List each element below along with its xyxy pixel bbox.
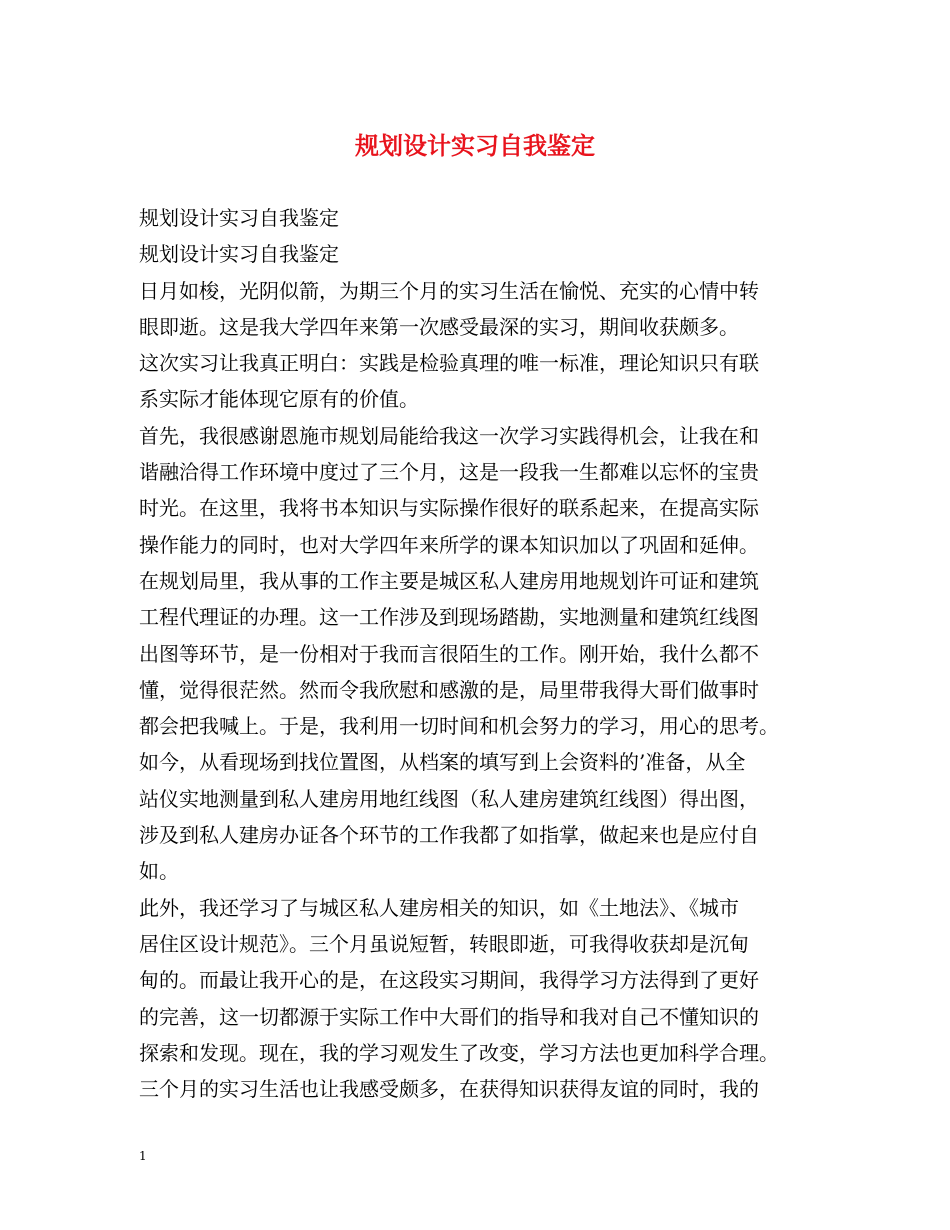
- body-line: 眼即逝。这是我大学四年来第一次感受最深的实习，期间收获颇多。: [139, 314, 739, 339]
- page-number: 1: [139, 1149, 147, 1163]
- document-title: 规划设计实习自我鉴定: [355, 131, 595, 160]
- body-line: 工程代理证的办理。这一工作涉及到现场踏勘，实地测量和建筑红线图: [139, 605, 759, 630]
- body-line: 时光。在这里，我将书本知识与实际操作很好的联系起来，在提高实际: [139, 496, 759, 521]
- body-line: 的完善，这一切都源于实际工作中大哥们的指导和我对自己不懂知识的: [139, 1004, 759, 1029]
- body-line: 这次实习让我真正明白：实践是检验真理的唯一标准，理论知识只有联: [139, 351, 759, 376]
- body-line: 在规划局里，我从事的工作主要是城区私人建房用地规划许可证和建筑: [139, 568, 759, 593]
- body-line: 系实际才能体现它原有的价值。: [139, 387, 419, 412]
- body-line: 甸的。而最让我开心的是，在这段实习期间，我得学习方法得到了更好: [139, 968, 759, 993]
- body-line: 谐融洽得工作环境中度过了三个月，这是一段我一生都难以忘怀的宝贵: [139, 460, 759, 485]
- body-line: 此外，我还学习了与城区私人建房相关的知识，如《土地法》、《城市: [139, 895, 739, 920]
- body-line: 如。: [139, 859, 179, 884]
- body-line: 出图等环节，是一份相对于我而言很陌生的工作。刚开始，我什么都不: [139, 641, 759, 666]
- document-body: [139, 200, 829, 1107]
- body-line: 探索和发现。现在，我的学习观发生了改变，学习方法也更加科学合理。: [139, 1040, 779, 1065]
- body-line: 懂，觉得很茫然。然而令我欣慰和感激的是，局里带我得大哥们做事时: [139, 677, 759, 702]
- body-line: 规划设计实习自我鉴定: [139, 242, 339, 267]
- body-line: 都会把我喊上。于是，我利用一切时间和机会努力的学习，用心的思考。: [139, 714, 779, 739]
- body-line: 如今，从看现场到找位置图，从档案的填写到上会资料的’准备，从全: [139, 750, 746, 775]
- body-line: 规划设计实习自我鉴定: [139, 206, 339, 230]
- body-line: 站仪实地测量到私人建房用地红线图（私人建房建筑红线图）得出图，: [139, 786, 759, 811]
- body-line: 涉及到私人建房办证各个环节的工作我都了如指掌，做起来也是应付自: [139, 823, 759, 848]
- body-line: 日月如梭，光阴似箭，为期三个月的实习生活在愉悦、充实的心情中转: [139, 278, 759, 303]
- body-line: 首先，我很感谢恩施市规划局能给我这一次学习实践得机会，让我在和: [139, 423, 759, 448]
- body-line: 居住区设计规范》。三个月虽说短暂，转眼即逝，可我得收获却是沉甸: [139, 931, 749, 956]
- body-line: 三个月的实习生活也让我感受颇多，在获得知识获得友谊的同时，我的: [139, 1077, 759, 1102]
- body-line: 操作能力的同时，也对大学四年来所学的课本知识加以了巩固和延伸。: [139, 532, 759, 557]
